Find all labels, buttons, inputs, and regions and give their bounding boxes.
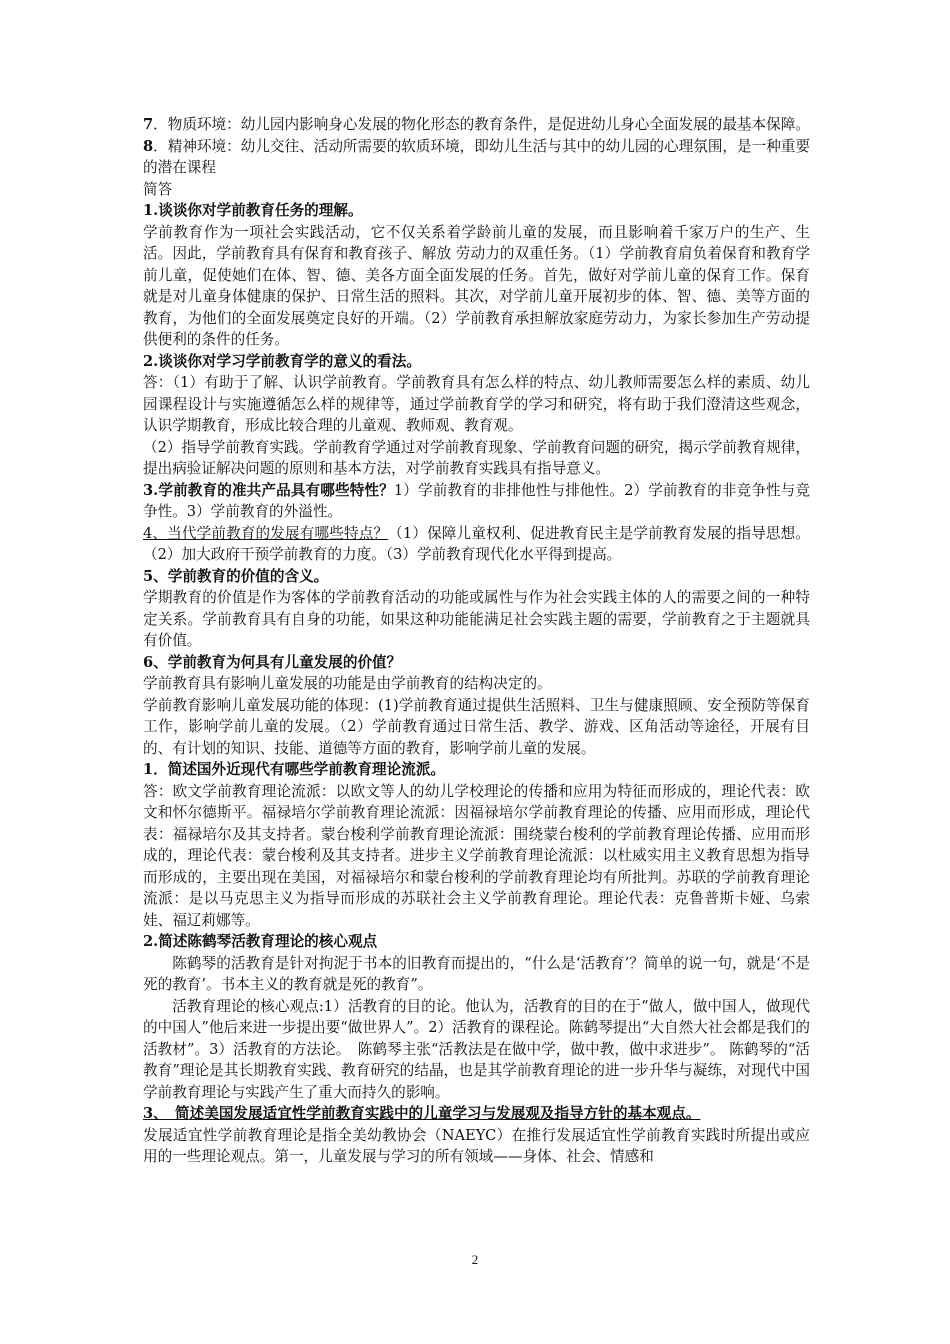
question-6-heading: 6、学前教育为何具有儿童发展的价值？ [143, 653, 402, 671]
question-2-heading: 2.谈谈你对学习学前教育学的意义的看法。 [143, 352, 421, 370]
essay-2-heading: 2.简述陈鹤琴活教育理论的核心观点 [143, 933, 378, 950]
page-number: 2 [471, 1252, 479, 1267]
paragraph-text: ．精神环境：幼儿交往、活动所需要的软质环境，即幼儿生活与其中的幼儿园的心理氛围，是一种重要的潜在课程 [143, 137, 810, 176]
essay-2-answer-part-1: 陈鹤琴的活教育是针对拘泥于书本的旧教育而提出的，“什么是‘活教育’？简单的说一句，就是‘不是死的教育’。书本主义的教育就是死的教育”。 [143, 954, 810, 993]
essay-1-answer: 答：欧文学前教育理论流派：以欧文等人的幼儿学校理论的传播和应用为特征而形成的，理论代表：欧文和怀尔德斯平。福禄培尔学前教育理论流派：因福禄培尔学前教育理论的传播、应用而形成，理论代表：福禄培尔及其支持者。蒙台梭利学前教育理论流派：围绕蒙台梭利的学前教育理论传播、应用而形成的，理论代表：蒙台梭利及其支持者。进步主义学前教育理论流派：以杜威实用主义教育思想为指导而形成的，主要出现在美国，对福禄培尔和蒙台梭利的学前教育理论均有所批判。苏联的学前教育理论流派：是以马克思主义为指导而形成的苏联社会主义学前教育理论。理论代表：克鲁普斯卡娅、乌索娃、福辽莉娜等。 [143, 782, 810, 929]
section-heading: 简答 [143, 180, 173, 198]
question-5-heading: 5、学前教育的价值的含义。 [143, 567, 329, 585]
question-3-heading: 3.学前教育的准共产品具有哪些特性？ [143, 481, 394, 499]
answer-1: 学前教育作为一项社会实践活动，它不仅关系着学龄前儿童的发展，而且影响着千家万户的生产、生活。因此，学前教育具有保育和教育孩子、解放 劳动力的双重任务。（1）学前教育肩负着保育和教育学前儿童，促使她们在体、智、德、美各方面全面发展的任务。首先，做好对学前儿童的保育工作。保育就是对儿童身体健康的保护、日常生活的照料。其次，对学前儿童开展初步的体、智、德、美等方面的教育，为他们的全面发展奠定良好的开端。（2）学前教育承担解放家庭劳动力，为家长参加生产劳动提供便利的条件的任务。 [143, 223, 810, 348]
answer-6-part-1: 学前教育具有影响儿童发展的功能是由学前教育的结构决定的。 [143, 675, 552, 692]
essay-2-answer-part-2: 活教育理论的核心观点:1）活教育的目的论。他认为，活教育的目的在于“做人，做中国人，做现代的中国人”他后来进一步提出要“做世界人”。2）活教育的课程论。陈鹤琴提出“大自然大社会都是我们的活教材”。3）活教育的方法论。 陈鹤琴主张“活教法是在做中学，做中教，做中求进步”。 陈鹤琴的“活教育”理论是其长期教育实践、教育研究的结晶，也是其学前教育理论的进一步升华与凝练，对现代中国学前教育理论与实践产生了重大而持久的影响。 [143, 997, 810, 1101]
paragraph-8 [143, 136, 810, 179]
item-number: 8 [143, 137, 154, 155]
answer-2-part-2: （2）指导学前教育实践。学前教育学通过对学前教育现象、学前教育问题的研究，揭示学前教育规律，提出病验证解决问题的原则和基本方法，对学前教育实践具有指导意义。 [143, 438, 810, 477]
item-number: 7 [143, 116, 154, 133]
question-4 [143, 523, 810, 566]
essay-1-heading: 1．简述国外近现代有哪些学前教育理论流派。 [143, 761, 446, 778]
answer-6-part-2: 学前教育影响儿童发展功能的体现：(1)学前教育通过提供生活照料、卫生与健康照顾、安全预防等保育工作，影响学前儿童的发展。（2）学前教育通过日常生活、教学、游戏、区角活动等途径，开展有目的、有计划的知识、技能、道德等方面的教育，影响学前儿童的发展。 [143, 696, 810, 757]
essay-3-answer: 发展适宜性学前教育理论是指全美幼教协会（NAEYC）在推行发展适宜性学前教育实践时所提出或应用的一些理论观点。第一，儿童发展与学习的所有领域——身体、社会、情感和 [143, 1126, 810, 1165]
answer-5: 学期教育的价值是作为客体的学前教育活动的功能或属性与作为社会实践主体的人的需要之间的一种特定关系。学前教育具有自身的功能，如果这种功能能满足社会实践主题的需要，学前教育之于主题就具有价值。 [143, 589, 810, 649]
answer-4: （1）保障儿童权利、促进教育民主是学前教育发展的指导思想。（2）加大政府干预学前教育的力度。（3）学前教育现代化水平得到提高。 [143, 524, 810, 563]
paragraph-7 [143, 114, 810, 136]
question-1-heading: 1.谈谈你对学前教育任务的理解。 [143, 202, 363, 219]
paragraph-text: ．物质环境：幼儿园内影响身心发展的物化形态的教育条件，是促进幼儿身心全面发展的最基本保障。 [153, 116, 810, 133]
document-body [143, 114, 810, 1168]
essay-3-heading: 3、 简述美国发展适宜性学前教育实践中的儿童学习与发展观及指导方针的基本观点。 [143, 1105, 701, 1122]
question-4-heading: 4、当代学前教育的发展有哪些特点？ [143, 524, 389, 542]
answer-2-part-1: 答：（1）有助于了解、认识学前教育。学前教育具有怎么样的特点、幼儿教师需要怎么样的素质、幼儿园课程设计与实施遵循怎么样的规律等，通过学前教育学的学习和研究，将有助于我们澄清这些观念，认识学期教育，形成比较合理的儿童观、教师观、教育观。 [143, 374, 810, 434]
question-3 [143, 480, 810, 523]
answer-3: 1）学前教育的非排他性与排他性。2）学前教育的非竞争性与竞争性。3）学前教育的外溢性。 [143, 481, 810, 520]
